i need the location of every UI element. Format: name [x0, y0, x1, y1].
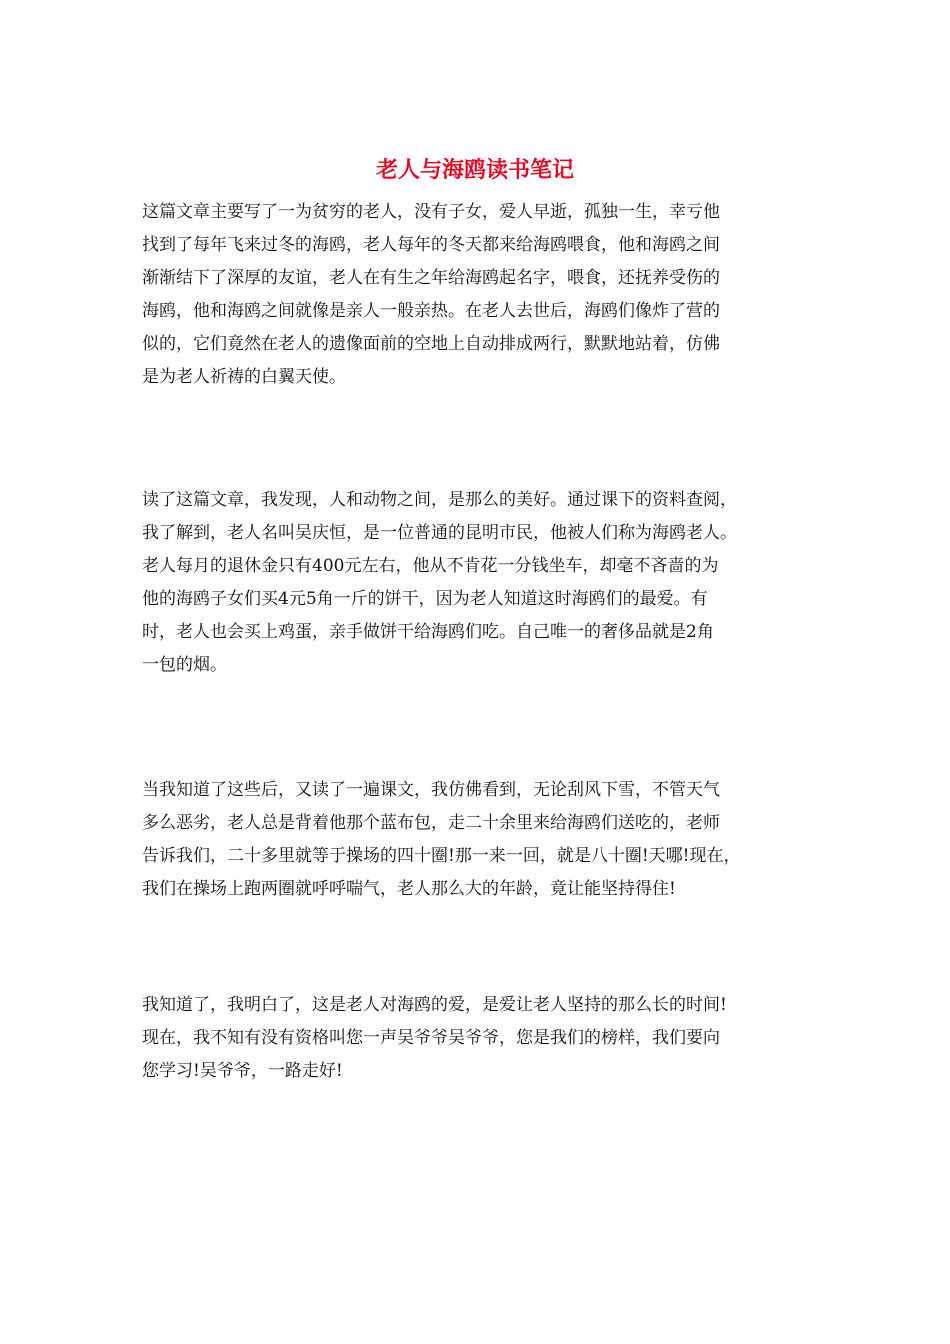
paragraph-line: 是为老人祈祷的白翼天使。 [142, 367, 346, 387]
paragraph-line: 老人每月的退休金只有400元左右，他从不肯花一分钱坐车，却毫不吝啬的为 [142, 556, 719, 576]
paragraph-line: 当我知道了这些后，又读了一遍课文，我仿佛看到，无论刮风下雪，不管天气 [142, 780, 720, 800]
paragraph-line: 海鸥，他和海鸥之间就像是亲人一般亲热。在老人去世后，海鸥们像炸了营的 [142, 301, 720, 321]
paragraph-line: 这篇文章主要写了一为贫穷的老人，没有子女，爱人早逝，孤独一生，幸亏他 [142, 202, 720, 222]
paragraph-line: 似的，它们竟然在老人的遗像面前的空地上自动排成两行，默默地站着，仿佛 [142, 334, 720, 354]
paragraph-3 [142, 774, 832, 906]
document-title: 老人与海鸥读书笔记 [375, 157, 574, 183]
paragraph-line: 我们在操场上跑两圈就呼呼喘气，老人那么大的年龄，竟让能坚持得住! [142, 879, 676, 899]
paragraph-line: 他的海鸥子女们买4元5角一斤的饼干，因为老人知道这时海鸥们的最爱。有 [142, 589, 708, 609]
paragraph-line: 时，老人也会买上鸡蛋，亲手做饼干给海鸥们吃。自己唯一的奢侈品就是2角 [142, 622, 714, 642]
paragraph-line: 找到了每年飞来过冬的海鸥，老人每年的冬天都来给海鸥喂食，他和海鸥之间 [142, 235, 720, 255]
paragraph-2 [142, 484, 832, 682]
paragraph-line: 告诉我们，二十多里就等于操场的四十圈!那一来一回，就是八十圈!天哪!现在， [142, 846, 741, 866]
paragraph-line: 现在，我不知有没有资格叫您一声吴爷爷吴爷爷，您是我们的榜样，我们要向 [142, 1028, 720, 1048]
paragraph-line: 一包的烟。 [142, 655, 227, 675]
paragraph-line: 读了这篇文章，我发现，人和动物之间，是那么的美好。通过课下的资料查阅， [142, 490, 737, 510]
paragraph-4 [142, 989, 832, 1088]
paragraph-1 [142, 196, 832, 394]
paragraph-line: 您学习!吴爷爷，一路走好! [142, 1061, 343, 1081]
paragraph-line: 我知道了，我明白了，这是老人对海鸥的爱，是爱让老人坚持的那么长的时间! [142, 995, 727, 1015]
paragraph-line: 多么恶劣，老人总是背着他那个蓝布包，走二十余里来给海鸥们送吃的，老师 [142, 813, 720, 833]
paragraph-line: 渐渐结下了深厚的友谊，老人在有生之年给海鸥起名字，喂食，还抚养受伤的 [142, 268, 720, 288]
paragraph-line: 我了解到，老人名叫吴庆恒，是一位普通的昆明市民，他被人们称为海鸥老人。 [142, 523, 737, 543]
